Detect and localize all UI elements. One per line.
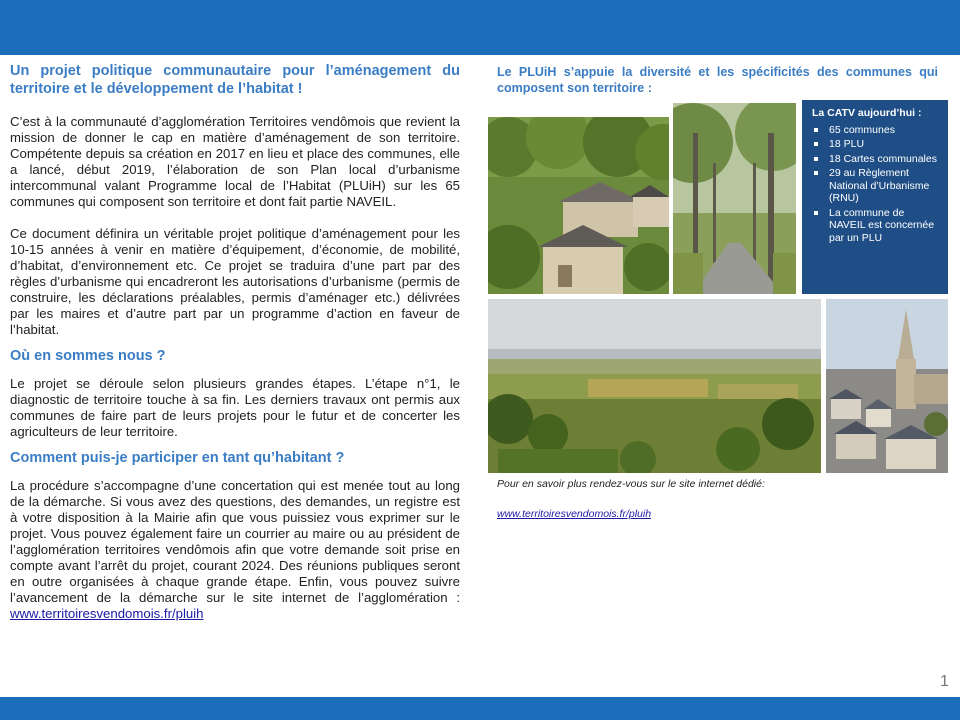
landscape-photo — [488, 299, 821, 473]
catv-list — [812, 124, 942, 245]
top-banner — [0, 0, 960, 55]
left-column — [10, 62, 460, 622]
heading-projet: Un projet politique communautaire pour l’aménagement du territoire et le développement de l’habitat ! — [10, 63, 460, 97]
paragraph-document: Ce document définira un véritable projet politique d’aménagement pour les 10-15 années à venir en matière d’équipement, d’économie, de mobilité, d’habitat, d’environnement etc. Ce projet se traduira d’une part par des règles d’urbanisme qui encadreront les autorisations d’urbanisme (permis de construire, les déclarations préalables, permis d’aménager etc.) délivrées par les maires et d’autre part par un programme d’action en faveur de l’habitat. — [10, 226, 460, 337]
town-church-photo — [826, 299, 948, 473]
road-photo — [673, 103, 796, 294]
village-photo — [488, 117, 669, 294]
catv-list-item: 18 Cartes communales — [812, 153, 942, 166]
catv-list-item: 65 communes — [812, 124, 942, 137]
paragraph-intro: C’est à la communauté d’agglomération Territoires vendômois que revient la mission de donner le cap en matière d’aménagement de son territoire. Compétente depuis sa création en 2017 en lieu et place des communes, elle a lancé, début 2019, l’élaboration de son Plan local d’urbanisme intercommunal valant Programme local de l’Habitat (PLUiH) sur les 65 communes qui composent son territoire et dont fait partie NAVEIL. — [10, 114, 460, 209]
bottom-banner — [0, 697, 960, 720]
caption-pluih-link[interactable]: www.territoiresvendomois.fr/pluih — [497, 508, 652, 520]
catv-info-box — [802, 100, 948, 294]
heading-ou-en-sommes: Où en sommes nous ? — [10, 348, 166, 364]
paragraph-etapes: Le projet se déroule selon plusieurs grandes étapes. L’étape n°1, le diagnostic de territoire touche à sa fin. Les derniers travaux ont permis aux communes de faire part de leurs projets pour le futur et de concerter les agriculteurs de leur territoire. — [10, 376, 460, 439]
catv-list-item: La commune de NAVEIL est concernée par un PLU — [812, 207, 942, 245]
page-number: 1 — [940, 673, 949, 690]
photo-caption: Pour en savoir plus rendez-vous sur le site internet dédié: — [497, 478, 765, 490]
pluih-link[interactable]: www.territoiresvendomois.fr/pluih — [10, 606, 204, 621]
right-heading: Le PLUiH s’appuie la diversité et les spécificités des communes qui composent son territoire : — [497, 65, 938, 95]
paragraph-concertation: La procédure s’accompagne d’une concertation qui est menée tout au long de la démarche. Si vous avez des questions, des demandes, un registre est à votre disposition à la Mairie afin que vous puissiez vous exprimer sur le projet. Vous pouvez également faire un courrier au maire ou au président de l’agglomération territoires vendômois afin que votre demande soit prise en compte avant l’arrêt du projet, courant 2024. Des réunions publiques seront en outre organisées à chaque grande étape. Enfin, vous pouvez suivre l’avancement de la démarche sur le site internet de l’agglomération : www.territoiresvendomois.fr/pluih — [10, 478, 460, 621]
catv-list-item: 29 au Règlement National d’Urbanisme (RNU) — [812, 167, 942, 205]
heading-participer: Comment puis-je participer en tant qu’habitant ? — [10, 450, 345, 466]
catv-list-item: 18 PLU — [812, 138, 942, 151]
catv-box-title: La CATV aujourd’hui : — [812, 107, 922, 119]
